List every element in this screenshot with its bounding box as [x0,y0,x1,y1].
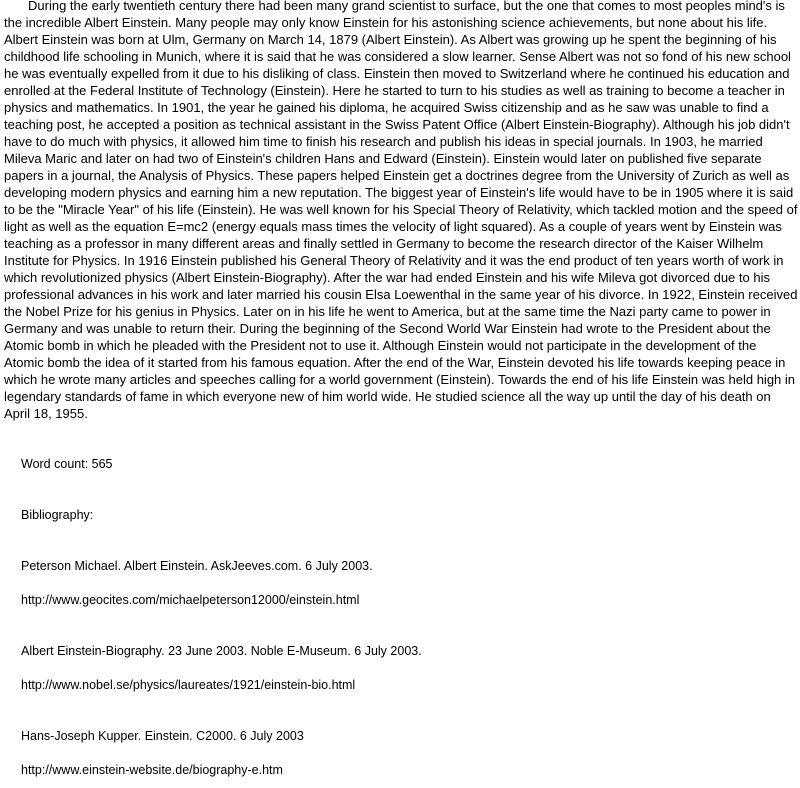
essay-paragraph: During the early twentieth century there had been many grand scientist to surface, but the one that comes to most peoples mind's is the incredible Albert Einstein. Many people may only know Einstein for his astonishing science achievements, but none about his life. Albert Einstein was born at Ulm, Germany on March 14, 1879 (Albert Einstein). As Albert was growing up he spent the beginning of his childhood life schooling in Munich, where it is said that he was considered a slow learner. Sense Albert was not so fond of his new school he was eventually expelled from it due to his disliking of class. Einstein then moved to Switzerland where he continued his education and enrolled at the Federal Institute of Technology (Einstein). Here he started to turn to his studies as well as training to become a teacher in physics and mathematics. In 1901, the year he gained his diploma, he acquired Swiss citizenship and as he saw was unable to find a teaching post, he accepted a position as technical assistant in the Swiss Patent Office (Albert Einstein-Biography). Although his job didn't have to do much with physics, it allowed him time to finish his research and publish his ideas in special journals. In 1903, he married Mileva Maric and later on had two of Einstein's children Hans and Edward (Einstein). Einstein would later on published five separate papers in a journal, the Analysis of Physics. These papers helped Einstein get a doctrines degree from the University of Zurich as well as developing modern physics and earning him a new reputation. The biggest year of Einstein's life would have to be in 1905 where it is said to be the "Miracle Year" of his life (Einstein). He was well known for his Special Theory of Relativity, which tackled motion and the speed of light as well as the equation E=mc2 (energy equals mass times the velocity of light squared). As a couple of years went by Einstein was teaching as a professor in many different areas and finally settled in Germany to become the research director of the Kaiser Wilhelm Institute for Physics. In 1916 Einstein published his General Theory of Relativity and it was the end product of ten years worth of work in which revolutionized physics (Albert Einstein-Biography). After the war had ended Einstein and his wife Mileva got divorced due to his professional advances in his work and later married his cousin Elsa Loewenthal in the same year of his divorce. In 1922, Einstein received the Nobel Prize for his genius in Physics. Later on in his life he went to America, but at the same time the Nazi party came to power in Germany and was unable to return their. During the beginning of the Second World War Einstein had wrote to the President about the Atomic bomb in which he pleaded with the President not to use it. Although Einstein would not participate in the development of the Atomic bomb the idea of it started from his famous equation. After the end of the War, Einstein devoted his life towards keeping peace in which he wrote many articles and speeches calling for a world government (Einstein). Towards the end of his life Einstein was held high in legendary standards of fame in which everyone new of him world wide. He studied science all the way up until the day of his death on April 18, 1955. [4,0,798,421]
bibliography-entry-url: http://www.nobel.se/physics/laureates/1921/einstein-bio.html [21,678,356,692]
bibliography-entry-citation: Hans-Joseph Kupper. Einstein. C2000. 6 July 2003 [21,729,304,743]
bibliography-entry-citation: Peterson Michael. Albert Einstein. AskJeeves.com. 6 July 2003. [21,559,373,573]
bibliography-entry-url: http://www.einstein-website.de/biography-e.htm [21,763,283,777]
bibliography-heading: Bibliography: [21,508,94,522]
word-count: Word count: 565 [21,457,113,471]
bibliography-entry-url: http://www.geocites.com/michaelpeterson12000/einstein.html [21,593,360,607]
bibliography-entry-citation: Albert Einstein-Biography. 23 June 2003. Noble E-Museum. 6 July 2003. [21,644,422,658]
